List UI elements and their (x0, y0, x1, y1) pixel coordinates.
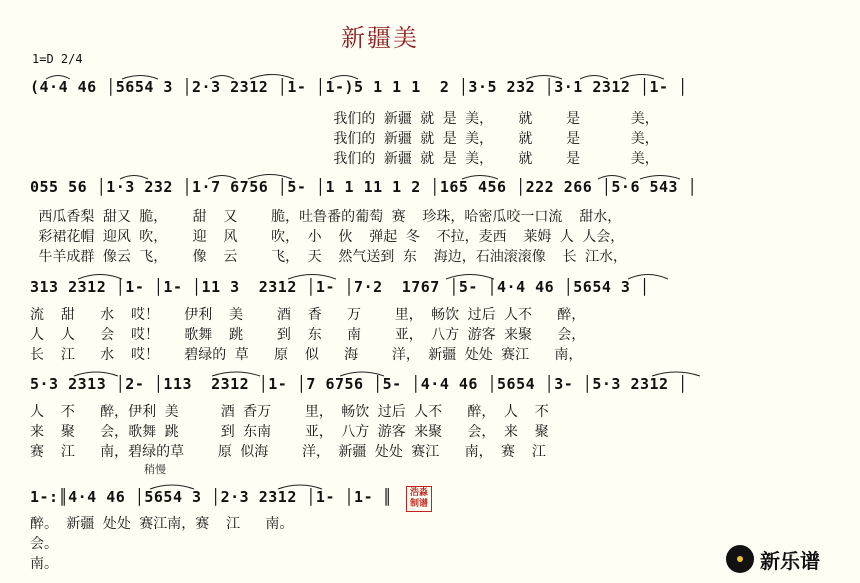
lyric-verse-1: 我们的 新疆 就 是 美， 就 是 美， (30, 111, 659, 127)
lyric-verse-1: 西瓜香梨 甜又 脆， 甜 又 脆，吐鲁番的葡萄 赛 珍珠，哈密瓜咬一口流 甜水， (30, 209, 622, 225)
lyric-verse-3: 长 江 水 哎！ 碧绿的 草 原 似 海 洋， 新疆 处处 赛江 南， (30, 347, 583, 363)
notation-line-4: 5·3 2313 │2- │113 2312 │1- │7 6756 │5- │4·4 46 │5654 │3- │5·3 2312 │ (30, 375, 688, 393)
lyric-verse-3: 牛羊成群 像云 飞， 像 云 飞， 天 然气送到 东 海边，石油滚滚像 长 江水， (30, 249, 628, 265)
lyric-verse-2: 会。 (30, 536, 58, 552)
lyric-verse-1: 醉。 新疆 处处 赛江南，赛 江 南。 (30, 516, 294, 532)
record-disc-icon (726, 545, 754, 573)
notation-line-1: (4·4 46 │5654 3 │2·3 2312 │1- │1-)5 1 1 1 2 │3·5 232 │3·1 2312 │1- │ (30, 78, 688, 96)
tempo-marking: 稍慢 (144, 463, 166, 476)
lyric-verse-2: 彩裙花帽 迎风 吹， 迎 风 吹， 小 伙 弹起 冬 不拉，麦西 莱姆 人 人会， (30, 229, 625, 245)
lyric-verse-3: 南。 (30, 556, 58, 572)
lyric-verse-2: 来 聚 会，歌舞 跳 到 东南 亚， 八方 游客 来聚 会， 来 聚 (30, 424, 549, 440)
site-logo (726, 544, 820, 574)
arranger-stamp: 浩淼制谱 (406, 486, 432, 512)
lyric-verse-3: 我们的 新疆 就 是 美， 就 是 美， (30, 151, 659, 167)
notation-line-3: 313 2312 │1- │1- │11 3 2312 │1- │7·2 1767 │5- │4·4 46 │5654 3 │ (30, 278, 650, 296)
key-signature: 1=D 2/4 (32, 52, 83, 66)
notation-line-5: 1-:║4·4 46 │5654 3 │2·3 2312 │1- │1- ║ (30, 488, 393, 506)
lyric-verse-3: 赛 江 南，碧绿的草 原 似海 洋， 新疆 处处 赛江 南， 赛 江 (30, 444, 546, 460)
song-title: 新疆美 (341, 24, 419, 52)
lyric-verse-1: 流 甜 水 哎！ 伊利 美 酒 香 万 里， 畅饮 过后 人不 醉， (30, 307, 586, 323)
lyric-verse-2: 人 人 会 哎！ 歌舞 跳 到 东 南 亚， 八方 游客 来聚 会， (30, 327, 586, 343)
lyric-verse-1: 人 不 醉，伊利 美 酒 香万 里， 畅饮 过后 人不 醉， 人 不 (30, 404, 549, 420)
logo-text: 新乐谱 (760, 548, 820, 573)
lyric-verse-2: 我们的 新疆 就 是 美， 就 是 美， (30, 131, 659, 147)
notation-line-2: 055 56 │1·3 232 │1·7 6756 │5- │1 1 11 1 2 │165 456 │222 266 │5·6 543 │ (30, 178, 698, 196)
